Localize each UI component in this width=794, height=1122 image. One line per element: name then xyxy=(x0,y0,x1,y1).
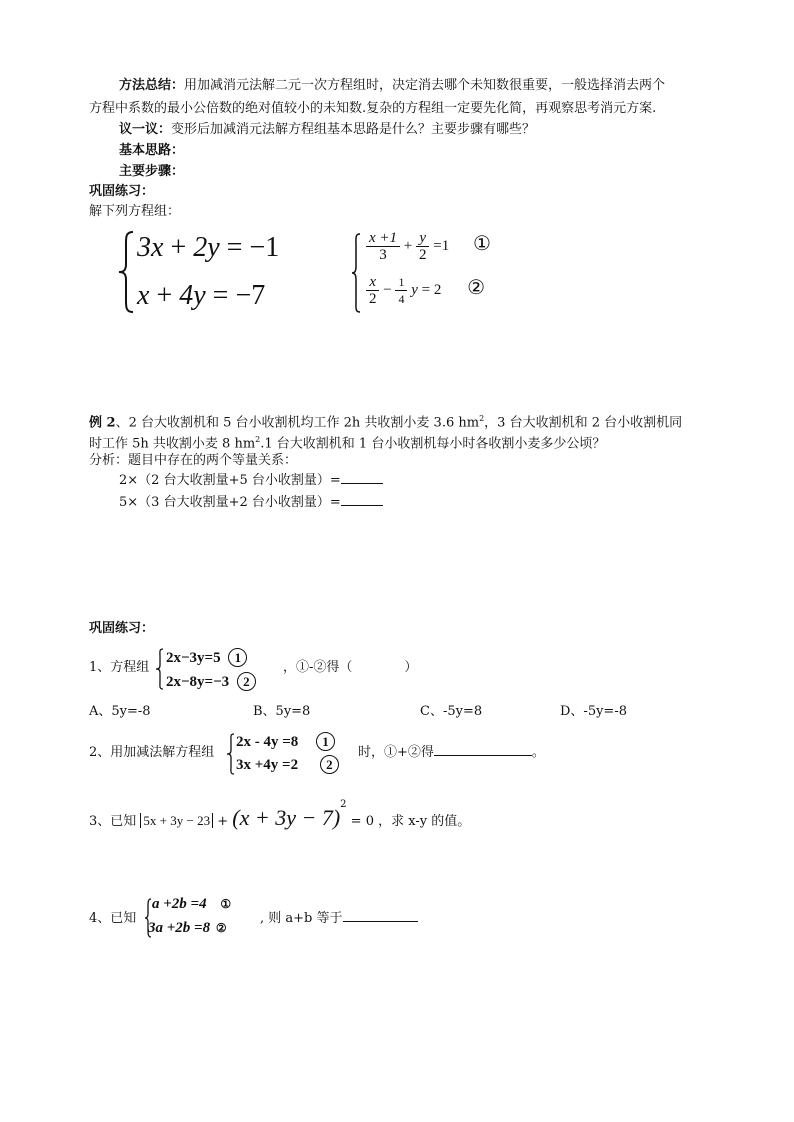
q4-tail-line xyxy=(260,910,418,928)
fraction: $\frac{x +1}{3}$ xyxy=(366,230,400,263)
q2-tail: 时，①+②得 xyxy=(358,745,434,760)
discuss-text: 变形后加减消元法解方程组基本思路是什么？主要步骤有哪些？ xyxy=(171,122,536,137)
option-b[interactable]: B、5y=8 xyxy=(253,704,311,719)
example2-text2: 时工作 5h 共收割小麦 8 hm xyxy=(89,436,256,452)
brace-icon xyxy=(117,230,135,314)
example2-text1: 、2 台大收割机和 5 台小收割机均工作 2h 共收割小麦 3.6 hm xyxy=(115,415,480,431)
example2-text1-tail: ，3 台大收割机和 2 台小收割机同 xyxy=(484,415,683,431)
relation-2-text: 5×（3 台大收割量+2 台小收割量）= xyxy=(119,495,341,510)
q4-eq1: a +2b =4 ① xyxy=(152,896,232,912)
relation-2 xyxy=(119,494,383,512)
q1-number: 1、方程组 xyxy=(89,660,150,675)
exponent: 2 xyxy=(340,799,347,810)
main-steps-label: 主要步骤： xyxy=(119,164,185,179)
method-summary-line1 xyxy=(119,77,665,95)
sys1-eq1: 3x + 2y = −1 xyxy=(137,232,280,263)
q2-number: 2、用加减法解方程组 xyxy=(89,745,215,760)
circled-two-icon: ② xyxy=(215,921,227,935)
absolute-value: 5x + 3y − 23 xyxy=(140,813,213,828)
answer-blank[interactable] xyxy=(434,755,532,756)
method-summary-label: 方法总结： xyxy=(119,78,185,93)
fraction: $\frac{x}{2}$ xyxy=(366,274,380,307)
q3-line xyxy=(89,796,470,831)
discuss-label: 议一议： xyxy=(119,122,172,137)
brace-icon xyxy=(350,232,362,314)
basic-idea-label: 基本思路： xyxy=(119,143,185,158)
method-summary-text1: 用加减消元法解二元一次方程组时，决定消去哪个未知数很重要，一般选择消去两个 xyxy=(184,78,666,93)
squared-term: (x + 3y − 7) xyxy=(232,805,341,830)
circled-one-icon: ① xyxy=(220,897,232,911)
fraction: $\frac{y}{2}$ xyxy=(416,230,430,263)
answer-blank[interactable] xyxy=(343,921,418,922)
answer-blank[interactable] xyxy=(341,505,383,506)
practice2-heading: 巩固练习： xyxy=(89,621,155,636)
q2-tail-line xyxy=(358,744,545,762)
q3-number: 3、已知 xyxy=(89,814,137,829)
option-c[interactable]: C、-5y=8 xyxy=(420,704,483,719)
q3-tail: = 0 ，求 x-y 的值。 xyxy=(350,814,471,829)
method-summary-line2: 方程中系数的最小公倍数的绝对值较小的未知数.复杂的方程组一定要先化简，再观察思考消元方案. xyxy=(89,101,657,116)
practice1-heading: 巩固练习： xyxy=(89,184,155,199)
superscript: 2 xyxy=(479,414,485,423)
example2-label: 例 2 xyxy=(89,415,116,431)
answer-blank[interactable] xyxy=(341,483,383,484)
q2-eq2: 3x +4y =2 2 xyxy=(236,755,339,774)
circled-one-icon: ① xyxy=(472,232,491,255)
q4-tail: , 则 a+b 等于 xyxy=(260,911,343,926)
q2-end: 。 xyxy=(531,745,545,760)
q2-eq1: 2x - 4y =8 1 xyxy=(236,732,335,751)
example2-text2-tail: .1 台大收割机和 1 台小收割机每小时各收割小麦多少公顷？ xyxy=(260,436,606,452)
superscript: 2 xyxy=(255,435,261,444)
equation-system-1 xyxy=(117,228,317,318)
relation-1-text: 2×（2 台大收割量+5 台小收割量）= xyxy=(119,473,341,488)
example2-analysis: 分析：题目中存在的两个等量关系： xyxy=(89,453,298,468)
q4-number: 4、已知 xyxy=(89,911,137,926)
sys2-eq1: $\frac{x +1}{3}$ + $\frac{y}{2}$ =1 ① xyxy=(366,230,491,263)
option-d[interactable]: D、-5y=-8 xyxy=(560,704,627,719)
q4-eq2: 3a +2b =8 ② xyxy=(148,920,227,936)
example2-line1 xyxy=(89,410,682,432)
circled-two-icon: ② xyxy=(467,276,486,299)
practice1-instruction: 解下列方程组： xyxy=(89,204,181,219)
circled-one-icon: 1 xyxy=(316,732,335,751)
q1-eq1: 2x−3y=5 1 xyxy=(166,648,247,667)
fraction: $\frac{1}{4}$ xyxy=(395,274,407,307)
brace-icon xyxy=(155,648,165,690)
relation-1 xyxy=(119,472,383,490)
plus: + xyxy=(217,814,229,829)
circled-two-icon: 2 xyxy=(237,672,256,691)
circled-one-icon: 1 xyxy=(228,648,247,667)
q1-eq2: 2x−8y=−3 2 xyxy=(166,672,256,691)
sys2-eq2: $\frac{x}{2}$ − $\frac{1}{4}$ y = 2 ② xyxy=(366,274,485,307)
sys1-eq2: x + 4y = −7 xyxy=(137,280,266,311)
example2-line2 xyxy=(89,431,605,453)
brace-icon xyxy=(226,733,236,775)
equation-system-2 xyxy=(350,228,550,320)
q1-tail: ，①-②得（ ） xyxy=(283,660,418,675)
discuss-line xyxy=(119,121,535,139)
option-a[interactable]: A、5y=-8 xyxy=(89,704,151,719)
circled-two-icon: 2 xyxy=(320,755,339,774)
